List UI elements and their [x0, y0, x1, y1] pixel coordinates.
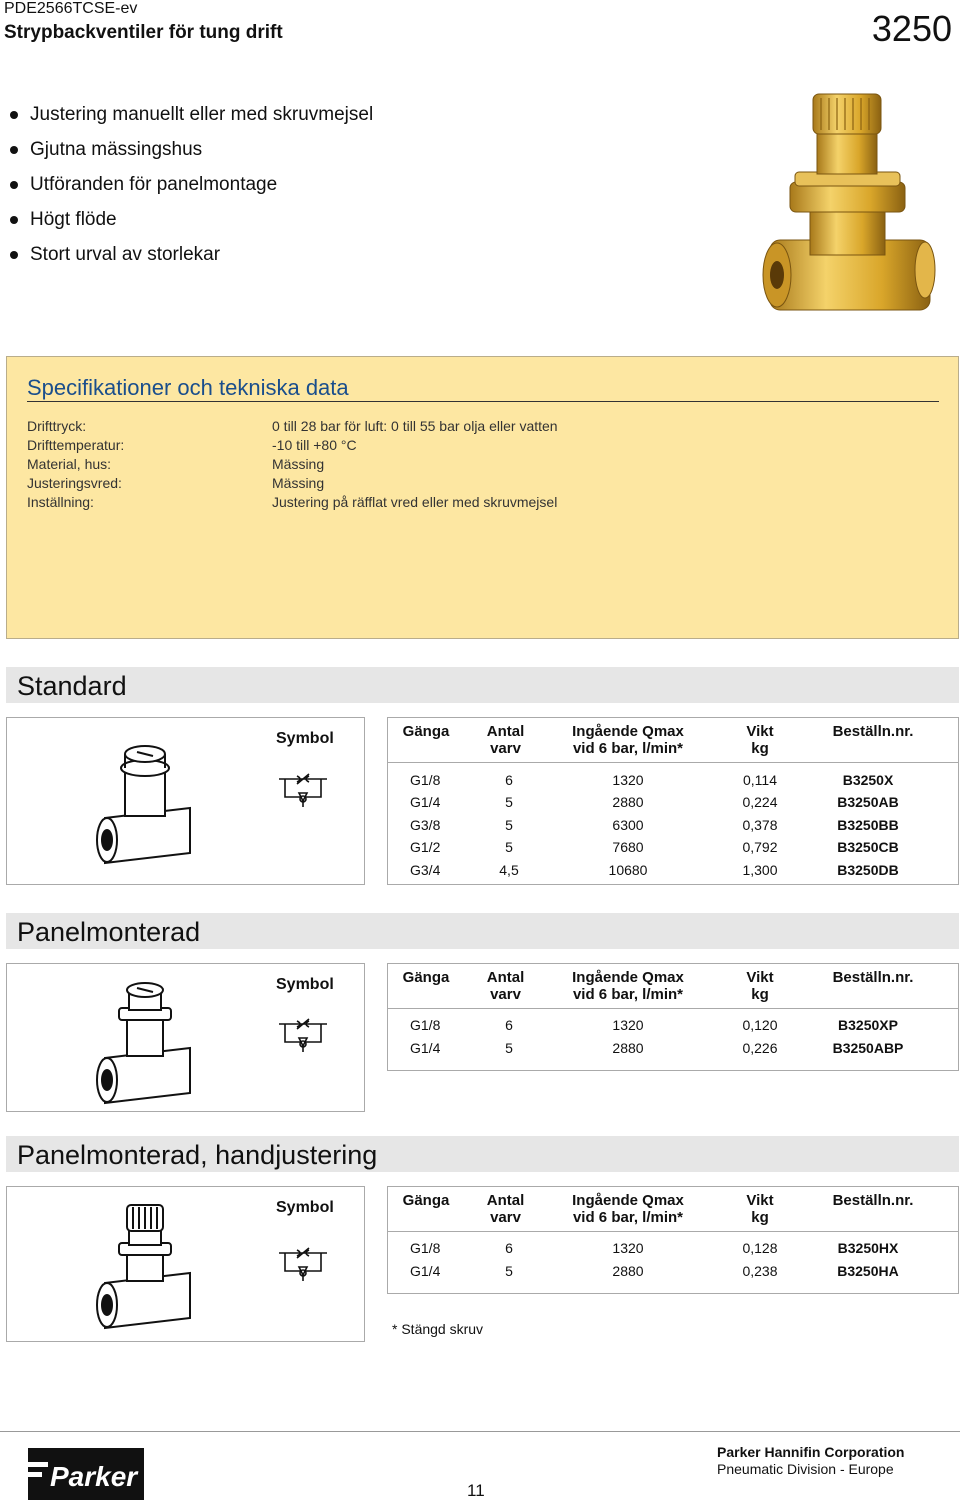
bullet-icon [10, 216, 18, 224]
column-header-weight: Vikt kg [746, 969, 774, 1003]
svg-text:Parker: Parker [50, 1461, 138, 1492]
table-row: G3/8 5 6300 0,378 B3250BB [410, 817, 899, 833]
standard-product-table [387, 717, 959, 885]
feature-item: Högt flöde [8, 207, 373, 242]
section-header-standard [6, 667, 959, 703]
divider [388, 1008, 958, 1009]
page-number: 11 [467, 1481, 485, 1500]
spec-value: Justering på räfflat vred eller med skruvmejsel [272, 494, 558, 510]
feature-item: Justering manuellt eller med skruvmejsel [8, 102, 373, 137]
column-header-turns: Antal varv [486, 1192, 525, 1226]
feature-item: Utföranden för panelmontage [8, 172, 373, 207]
table-row: G1/4 5 2880 0,226 B3250ABP [410, 1040, 904, 1056]
footnote: * Stängd skruv [392, 1321, 484, 1337]
feature-item: Gjutna mässingshus [8, 137, 373, 172]
section-header-panel-manual [6, 1136, 959, 1172]
corporation-name: Parker Hannifin Corporation [717, 1444, 905, 1460]
panel-manual-product-table [387, 1186, 959, 1294]
column-header-flow: Ingående Qmax vid 6 bar, l/min* [572, 969, 684, 1003]
series-number: 3250 [871, 8, 952, 49]
standard-drawing-panel [6, 717, 365, 885]
column-header-weight: Vikt kg [746, 723, 774, 757]
column-header-thread: Gänga [402, 723, 450, 740]
specifications-heading: Specifikationer och tekniska data [27, 375, 349, 400]
symbol-label: Symbol [276, 730, 334, 747]
spec-label: Drifttemperatur: [27, 437, 125, 453]
spec-label: Inställning: [27, 494, 94, 510]
table-row: G1/8 6 1320 0,114 B3250X [410, 772, 894, 788]
panel-mounted-drawing-panel [6, 963, 365, 1112]
panel-mounted-product-table [387, 963, 959, 1071]
bullet-icon [10, 181, 18, 189]
section-header-panel-mounted [6, 913, 959, 949]
column-header-flow: Ingående Qmax vid 6 bar, l/min* [572, 1192, 684, 1226]
spec-label: Material, hus: [27, 456, 112, 472]
divider [27, 401, 939, 402]
flow-control-symbol-icon [279, 1018, 327, 1052]
valve-drawing-icon [95, 1201, 205, 1331]
bullet-icon [10, 146, 18, 154]
spec-label: Justeringsvred: [27, 475, 122, 491]
column-header-thread: Gänga [402, 969, 450, 986]
table-row: G1/4 5 2880 0,224 B3250AB [410, 794, 899, 810]
valve-drawing-icon [95, 978, 205, 1108]
column-header-thread: Gänga [402, 1192, 450, 1209]
spec-value: Mässing [272, 475, 325, 491]
section-title: Panelmonterad, handjustering [17, 1140, 378, 1170]
symbol-label: Symbol [276, 976, 334, 993]
table-row: G1/8 6 1320 0,128 B3250HX [410, 1240, 899, 1256]
table-row: G1/2 5 7680 0,792 B3250CB [410, 839, 899, 855]
column-header-order: Beställn.nr. [832, 723, 914, 740]
valve-drawing-icon [95, 738, 205, 868]
column-header-order: Beställn.nr. [832, 1192, 914, 1209]
flow-control-symbol-icon [279, 773, 327, 807]
table-row: G1/4 5 2880 0,238 B3250HA [410, 1263, 899, 1279]
divider [388, 762, 958, 763]
document-title: Strypbackventiler för tung drift [4, 22, 283, 43]
flow-control-symbol-icon [279, 1247, 327, 1281]
column-header-flow: Ingående Qmax vid 6 bar, l/min* [572, 723, 684, 757]
product-photo [755, 90, 945, 330]
symbol-label: Symbol [276, 1199, 334, 1216]
spec-label: Drifttryck: [27, 418, 87, 434]
divider [0, 1431, 960, 1432]
feature-item: Stort urval av storlekar [8, 242, 373, 277]
divider [388, 1231, 958, 1232]
division-name: Pneumatic Division - Europe [717, 1461, 894, 1477]
section-title: Standard [17, 671, 127, 701]
specifications-box [6, 356, 959, 639]
table-row: G3/4 4,5 10680 1,300 B3250DB [410, 862, 899, 878]
spec-values [272, 417, 558, 512]
document-code: PDE2566TCSE-ev [4, 0, 138, 17]
spec-value: 0 till 28 bar för luft: 0 till 55 bar olja eller vatten [272, 418, 558, 434]
column-header-turns: Antal varv [486, 969, 525, 1003]
spec-value: -10 till +80 °C [272, 437, 357, 453]
parker-logo [28, 1448, 144, 1500]
feature-list [8, 102, 373, 277]
table-row: G1/8 6 1320 0,120 B3250XP [410, 1017, 898, 1033]
bullet-icon [10, 111, 18, 119]
section-title: Panelmonterad [17, 917, 201, 947]
column-header-weight: Vikt kg [746, 1192, 774, 1226]
column-header-order: Beställn.nr. [832, 969, 914, 986]
bullet-icon [10, 251, 18, 259]
spec-value: Mässing [272, 456, 325, 472]
panel-manual-drawing-panel [6, 1186, 365, 1342]
spec-labels [27, 417, 124, 512]
column-header-turns: Antal varv [486, 723, 525, 757]
